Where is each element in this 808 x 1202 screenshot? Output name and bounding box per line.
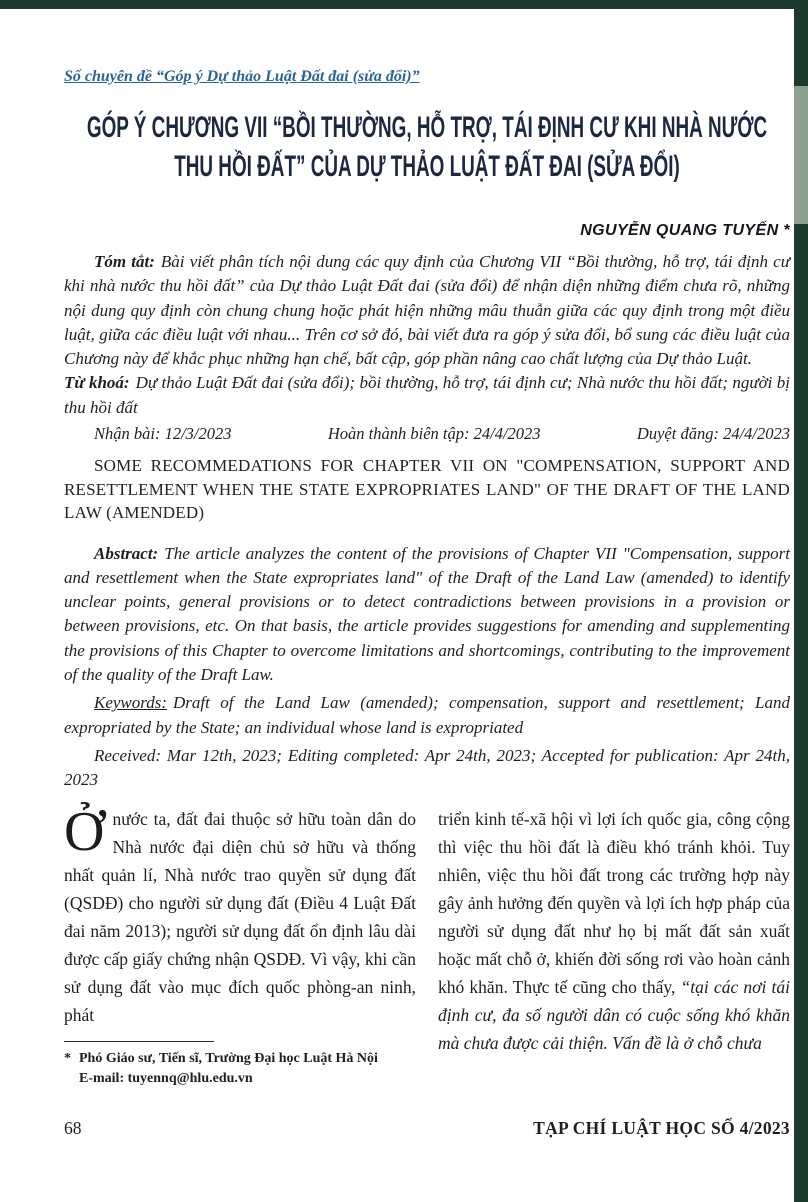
- journal-name: TẠP CHÍ LUẬT HỌC SỐ 4/2023: [533, 1118, 790, 1138]
- article-title-en: SOME RECOMMEDATIONS FOR CHAPTER VII ON "COMPENSATION, SUPPORT AND RESETTLEMENT WHEN THE STATE EXPROPRIATES LAND" OF THE DRAFT OF THE LAND LAW (AMENDED): [64, 456, 790, 523]
- page-footer: [64, 1118, 790, 1139]
- abstract-vi: [64, 250, 790, 371]
- article-title-line1: GÓP Ý CHƯƠNG VII “BỒI THƯỜNG, HỖ TRỢ, TÁI ĐỊNH CƯ KHI NHÀ NƯỚC: [86, 111, 768, 144]
- footnote-rule: [64, 1041, 214, 1042]
- article-title-line2: THU HỒI ĐẤT” CỦA DỰ THẢO LUẬT ĐẤT ĐAI (SỬA ĐỔI): [174, 150, 680, 183]
- body-column-right: [438, 805, 790, 1089]
- drop-cap: Ở: [64, 800, 105, 863]
- keywords-en: [64, 691, 790, 740]
- footnote-asterisk: *: [64, 1050, 71, 1066]
- body-paragraph-left: [64, 800, 416, 1029]
- received-line-en: Received: Mar 12th, 2023; Editing completed: Apr 24th, 2023; Accepted for publication: Apr 24th, 2023: [64, 745, 790, 790]
- abstract-vi-label: Tóm tắt:: [94, 252, 155, 271]
- author-name: NGUYỄN QUANG TUYẾN *: [580, 222, 790, 239]
- page-number: 68: [64, 1118, 82, 1138]
- body-columns: [64, 800, 790, 1089]
- series-note: Số chuyên đề “Góp ý Dự thảo Luật Đất đai (sửa đổi)”: [64, 68, 420, 85]
- article-title-vi: [64, 108, 790, 186]
- date-edited: Hoàn thành biên tập: 24/4/2023: [327, 424, 541, 444]
- body-column-left: [64, 800, 416, 1089]
- scan-edge-right-light: [794, 86, 808, 224]
- body-right-text: triển kinh tế-xã hội vì lợi ích quốc gia, công cộng thì việc thu hồi đất là điều khó tránh khỏi. Tuy nhiên, việc thu hồi đất trong các trường hợp này gây ảnh hưởng đến quyền và lợi ích hợp pháp của người sử dụng đất như họ bị mất đất sản xuất hoặc mất chỗ ở, khiến đời sống rơi vào hoàn cảnh khó khăn. Thực tế cũng cho thấy,: [438, 808, 790, 997]
- body-paragraph-right: [438, 805, 790, 1057]
- dates-row: [64, 422, 790, 446]
- keywords-en-text: Draft of the Land Law (amended); compensation, support and resettlement; Land expropriated by the State; an individual whose land is expropriated: [64, 693, 790, 737]
- date-received: Nhận bài: 12/3/2023: [94, 424, 232, 444]
- keywords-en-label: Keywords:: [94, 693, 168, 713]
- footnote-affiliation: [64, 1049, 416, 1069]
- keywords-vi-label: Từ khoá:: [64, 373, 130, 393]
- footnote-email: E-mail: tuyennq@hlu.edu.vn: [79, 1070, 253, 1086]
- page-content: [64, 0, 790, 1089]
- keywords-vi: [64, 371, 790, 420]
- date-approved: Duyệt đăng: 24/4/2023: [636, 424, 790, 444]
- abstract-en-text: The article analyzes the content of the provisions of Chapter VII "Compensation, support and resettlement when the State expropriates land" of the Draft of the Land Law (amended) to identify unclear points, general provisions or to detect contradictions between provisions in a provision or between provisions, etc. On that basis, the article provides suggestions for amending and supplementing the provisions of this Chapter to overcome limitations and shortcomings, contributing to the improvement of the quality of the Draft Law.: [64, 543, 790, 685]
- footnote: [64, 1041, 416, 1089]
- abstract-en: [64, 542, 790, 688]
- footnote-affiliation-text: Phó Giáo sư, Tiến sĩ, Trường Đại học Luật Hà Nội: [79, 1050, 378, 1066]
- keywords-vi-text: Dự thảo Luật Đất đai (sửa đổi); bồi thường, hỗ trợ, tái định cư; Nhà nước thu hồi đất; người bị thu hồi đất: [64, 373, 791, 417]
- body-right-quote: “tại các nơi tái định cư, đa số người dân có cuộc sống khó khăn mà chưa được cải thiện. Vấn đề là ở chỗ chưa: [438, 976, 790, 1053]
- body-left-text: nước ta, đất đai thuộc sở hữu toàn dân do Nhà nước đại diện chủ sở hữu và thống nhất quản lí, Nhà nước trao quyền sử dụng đất (QSDĐ) cho người sử dụng đất (Điều 4 Luật Đất đai năm 2013); người sử dụng đất ổn định lâu dài được cấp giấy chứng nhận QSDĐ. Vì vậy, khi cần sử dụng đất vào mục đích quốc phòng-an ninh, phát: [64, 808, 416, 1025]
- abstract-vi-text: Bài viết phân tích nội dung các quy định của Chương VII “Bồi thường, hỗ trợ, tái định cư khi nhà nước thu hồi đất” của Dự thảo Luật Đất đai (sửa đổi) để nhận diện những điểm chưa rõ, những nội dung quy định còn chung chung hoặc phát hiện những mâu thuẫn giữa các quy định trong một điều luật, giữa các điều luật với nhau... Trên cơ sở đó, bài viết đưa ra góp ý sửa đổi, bổ sung các điều luật của Chương này để khắc phục những hạn chế, bất cập, góp phần nâng cao chất lượng của Dự thảo Luật.: [64, 252, 790, 369]
- abstract-en-label: Abstract:: [94, 543, 159, 563]
